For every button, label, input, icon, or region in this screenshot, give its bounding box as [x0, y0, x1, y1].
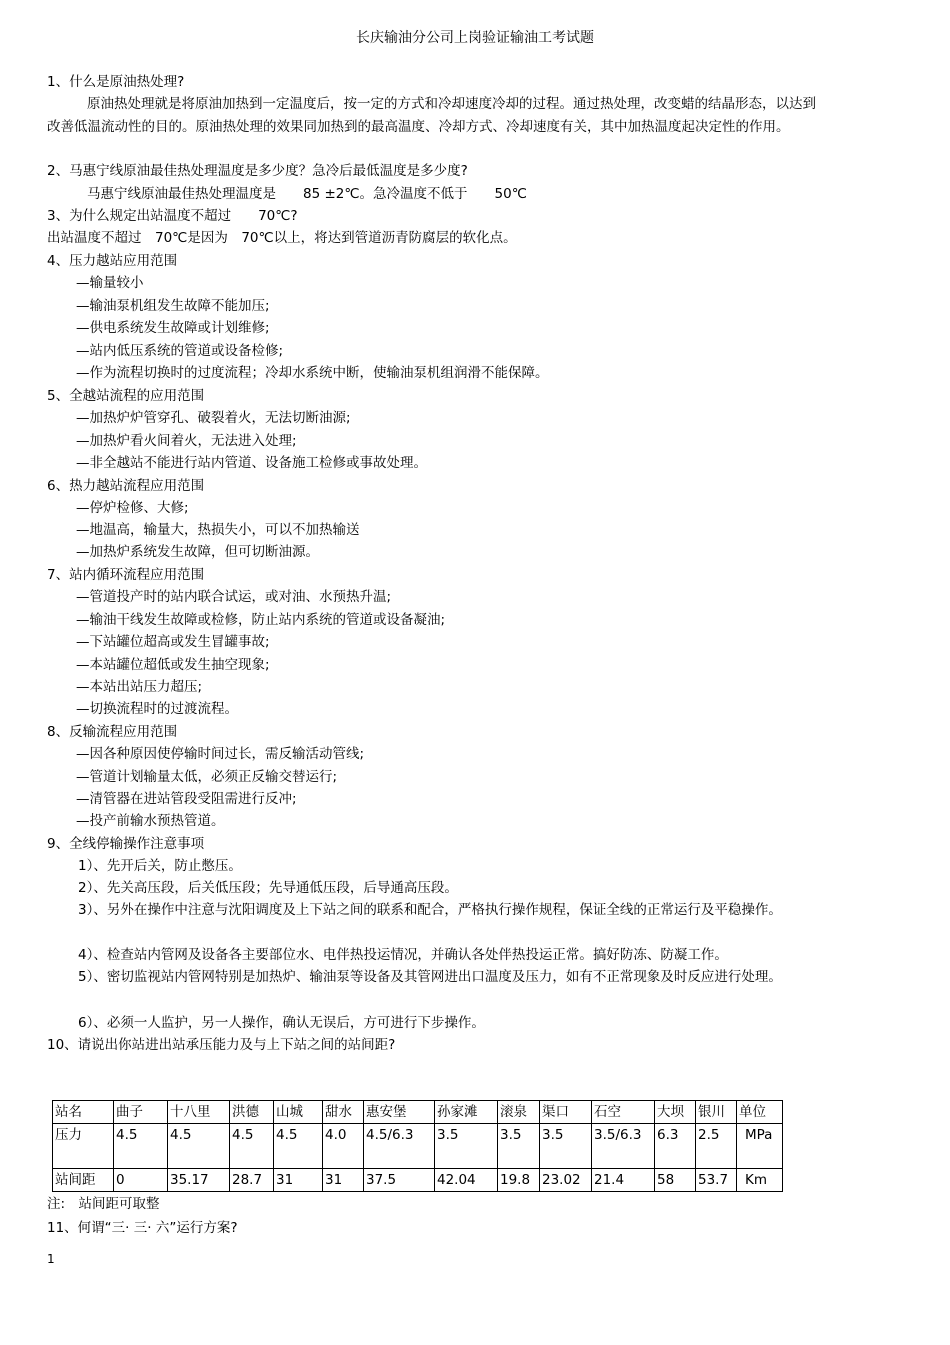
list-item: 1）、先开后关，防止憋压。	[78, 858, 242, 874]
table-cell: 4.0	[323, 1124, 364, 1169]
list-item: —切换流程时的过渡流程。	[76, 701, 238, 717]
list-item: —非全越站不能进行站内管道、设备施工检修或事故处理。	[76, 455, 427, 471]
table-cell: 3.5	[435, 1124, 498, 1169]
table-cell: 银川	[696, 1101, 737, 1124]
table-cell: 58	[655, 1169, 696, 1192]
table-cell: 4.5	[168, 1124, 230, 1169]
table-row	[53, 1101, 783, 1124]
answer-2: 马惠宁线原油最佳热处理温度是 85 ±2℃。急冷温度不低于 50℃	[87, 186, 527, 202]
list-item: —作为流程切换时的过度流程；冷却水系统中断，使输油泵机组润滑不能保障。	[76, 365, 549, 381]
list-item: 3）、另外在操作中注意与沈阳调度及上下站之间的联系和配合，严格执行操作规程，保证全线的正常运行及平稳操作。	[78, 902, 782, 918]
question-7: 7、站内循环流程应用范围	[47, 567, 205, 583]
table-cell: 4.5	[230, 1124, 274, 1169]
question-3: 3、为什么规定出站温度不超过 70℃?	[47, 208, 298, 224]
list-item: —输油泵机组发生故障不能加压;	[76, 298, 270, 314]
table-cell: 35.17	[168, 1169, 230, 1192]
table-note: 注: 站间距可取整	[47, 1196, 160, 1212]
list-item: —下站罐位超高或发生冒罐事故;	[76, 634, 270, 650]
table-cell: Km	[737, 1169, 783, 1192]
table-cell: 53.7	[696, 1169, 737, 1192]
list-item: —输油干线发生故障或检修，防止站内系统的管道或设备凝油;	[76, 612, 446, 628]
question-9: 9、全线停输操作注意事项	[47, 836, 205, 852]
table-cell: 4.5	[274, 1124, 323, 1169]
table-cell: 石空	[592, 1101, 655, 1124]
table-cell: 3.5/6.3	[592, 1124, 655, 1169]
list-item: 4）、检查站内管网及设备各主要部位水、电伴热投运情况，并确认各处伴热投运正常。搞好防冻、防凝工作。	[78, 947, 728, 963]
table-cell: 大坝	[655, 1101, 696, 1124]
table-cell: 单位	[737, 1101, 783, 1124]
list-item: —加热炉看火间着火，无法进入处理;	[76, 433, 297, 449]
question-2: 2、马惠宁线原油最佳热处理温度是多少度？急冷后最低温度是多少度?	[47, 163, 468, 179]
table-cell: 2.5	[696, 1124, 737, 1169]
list-item: 5）、密切监视站内管网特别是加热炉、输油泵等设备及其管网进出口温度及压力，如有不正常现象及时反应进行处理。	[78, 969, 782, 985]
page-title: 长庆输油分公司上岗验证输油工考试题	[356, 30, 594, 46]
question-6: 6、热力越站流程应用范围	[47, 478, 205, 494]
table-cell: 甜水	[323, 1101, 364, 1124]
table-cell: 37.5	[364, 1169, 435, 1192]
list-item: 2）、先关高压段，后关低压段；先导通低压段，后导通高压段。	[78, 880, 458, 896]
table-cell: MPa	[737, 1124, 783, 1169]
table-cell: 曲子	[114, 1101, 168, 1124]
list-item: —停炉检修、大修;	[76, 500, 189, 516]
table-cell: 3.5	[498, 1124, 540, 1169]
table-cell: 山城	[274, 1101, 323, 1124]
table-cell: 渠口	[540, 1101, 592, 1124]
table-cell: 28.7	[230, 1169, 274, 1192]
table-cell: 洪德	[230, 1101, 274, 1124]
list-item: —本站罐位超低或发生抽空现象;	[76, 657, 270, 673]
table-cell: 19.8	[498, 1169, 540, 1192]
table-cell: 4.5	[114, 1124, 168, 1169]
question-1: 1、什么是原油热处理?	[47, 74, 185, 90]
question-10: 10、请说出你站进出站承压能力及与上下站之间的站间距?	[47, 1037, 396, 1053]
station-table	[52, 1100, 783, 1192]
question-8: 8、反输流程应用范围	[47, 724, 178, 740]
list-item: —站内低压系统的管道或设备检修;	[76, 343, 284, 359]
table-cell: 十八里	[168, 1101, 230, 1124]
list-item: —加热炉炉管穿孔、破裂着火，无法切断油源;	[76, 410, 351, 426]
answer-3: 出站温度不超过 70℃是因为 70℃以上，将达到管道沥青防腐层的软化点。	[47, 230, 517, 246]
table-cell: 31	[323, 1169, 364, 1192]
table-cell: 21.4	[592, 1169, 655, 1192]
list-item: —投产前输水预热管道。	[76, 813, 225, 829]
list-item: —地温高，输量大，热损失小，可以不加热输送	[76, 522, 360, 538]
question-11: 11、何谓“三· 三· 六”运行方案?	[47, 1220, 238, 1236]
list-item: —本站出站压力超压;	[76, 679, 203, 695]
page-number: 1	[47, 1252, 55, 1266]
list-item: —供电系统发生故障或计划维修;	[76, 320, 270, 336]
list-item: 6）、必须一人监护，另一人操作，确认无误后，方可进行下步操作。	[78, 1015, 485, 1031]
table-cell: 0	[114, 1169, 168, 1192]
table-cell: 3.5	[540, 1124, 592, 1169]
table-cell: 31	[274, 1169, 323, 1192]
table-cell: 滚泉	[498, 1101, 540, 1124]
table-cell: 42.04	[435, 1169, 498, 1192]
list-item: —管道投产时的站内联合试运，或对油、水预热升温;	[76, 589, 392, 605]
table-cell: 站间距	[53, 1169, 114, 1192]
list-item: —因各种原因使停输时间过长，需反输活动管线;	[76, 746, 365, 762]
table-cell: 压力	[53, 1124, 114, 1169]
table-row	[53, 1124, 783, 1169]
table-row	[53, 1169, 783, 1192]
question-5: 5、全越站流程的应用范围	[47, 388, 205, 404]
table-cell: 23.02	[540, 1169, 592, 1192]
list-item: —清管器在进站管段受阻需进行反冲;	[76, 791, 297, 807]
table-cell: 4.5/6.3	[364, 1124, 435, 1169]
list-item: —加热炉系统发生故障，但可切断油源。	[76, 544, 319, 560]
table-cell: 6.3	[655, 1124, 696, 1169]
answer-1: 原油热处理就是将原油加热到一定温度后，按一定的方式和冷却速度冷却的过程。通过热处理，改变蜡的结晶形态，以达到改善低温流动性的目的。原油热处理的效果同加热到的最高温度、冷却方式、冷却速度有关，其中加热温度起决定性的作用。	[47, 96, 816, 135]
list-item: —管道计划输量太低，必须正反输交替运行;	[76, 769, 338, 785]
list-item: —输量较小	[76, 275, 144, 291]
question-4: 4、压力越站应用范围	[47, 253, 178, 269]
table-cell: 孙家滩	[435, 1101, 498, 1124]
table-cell: 惠安堡	[364, 1101, 435, 1124]
table-cell: 站名	[53, 1101, 114, 1124]
